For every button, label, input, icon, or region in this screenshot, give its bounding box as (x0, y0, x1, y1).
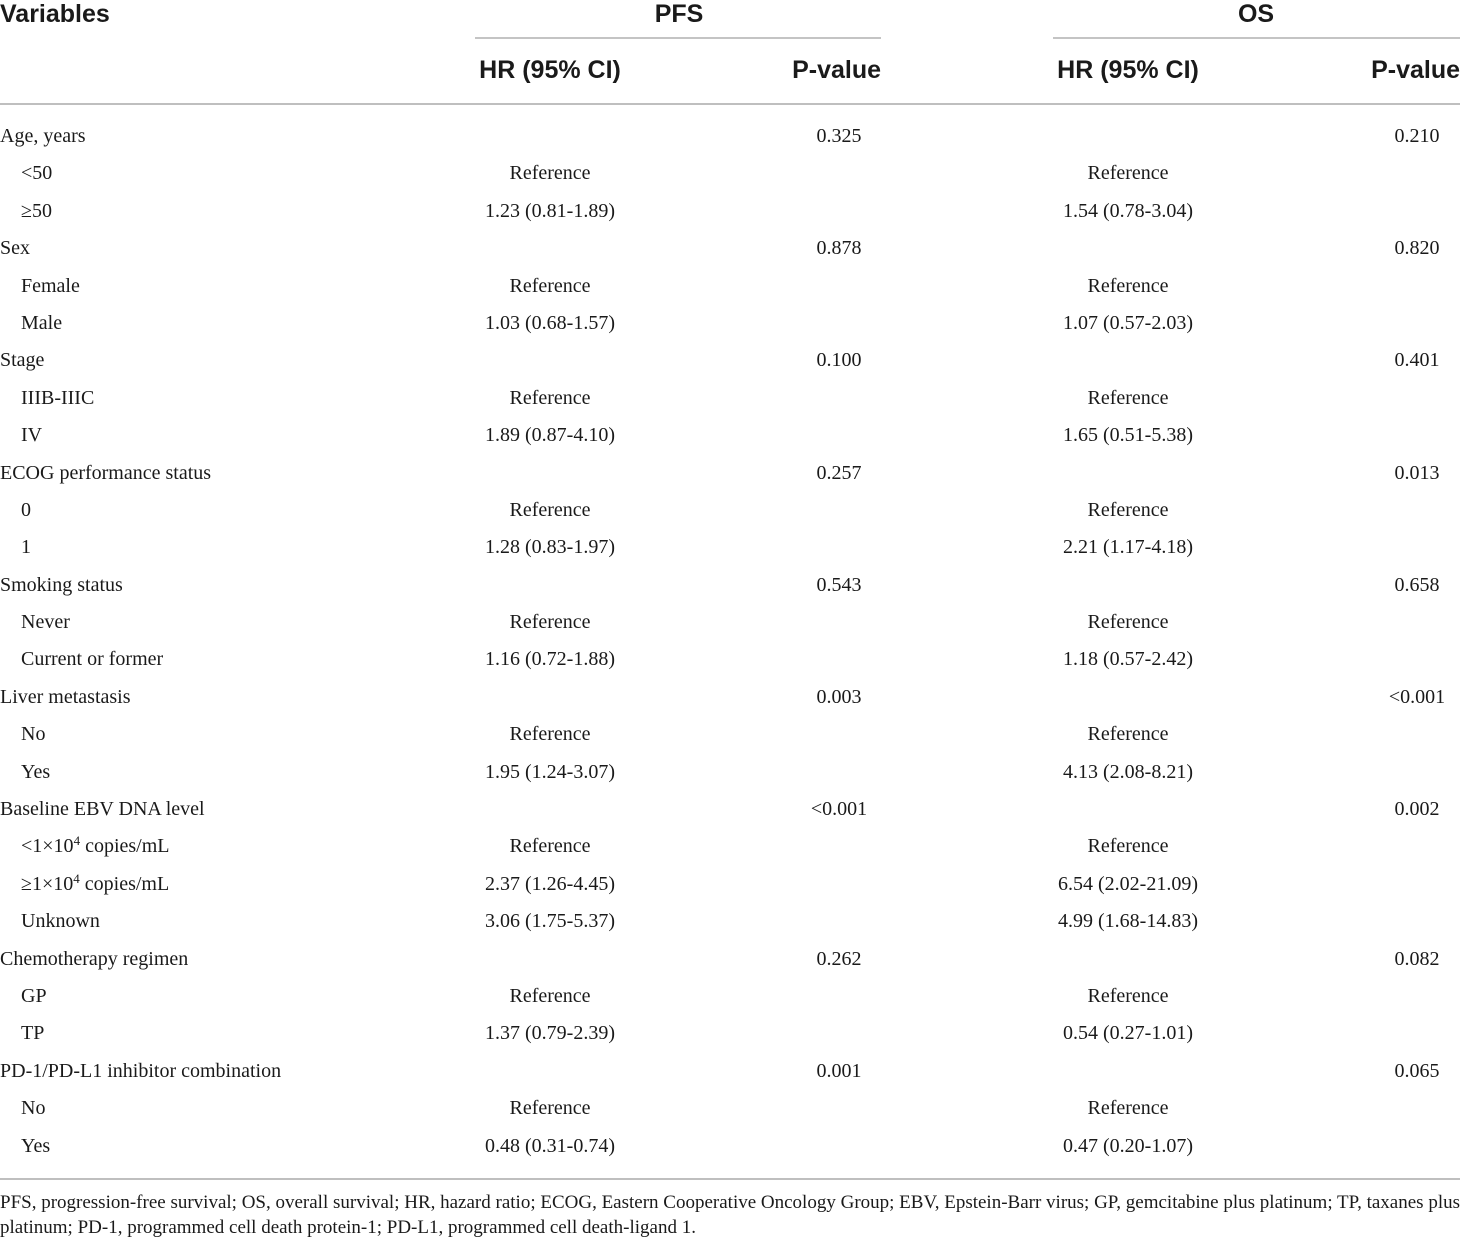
pfs-pvalue-cell: <0.001 (810, 798, 868, 821)
os-pvalue-cell: <0.001 (1388, 685, 1446, 708)
table-row (0, 679, 1460, 716)
table-row (0, 342, 1460, 379)
table-row (0, 903, 1460, 940)
table-row (0, 941, 1460, 978)
table-row (0, 866, 1460, 903)
table-row (0, 492, 1460, 529)
pfs-hr-cell: 3.06 (1.75-5.37) (485, 910, 615, 933)
header-pfs-hr: HR (95% CI) (479, 56, 621, 84)
pfs-hr-cell: Reference (509, 1097, 591, 1120)
table-row (0, 754, 1460, 791)
table-body (0, 118, 1460, 1165)
os-hr-cell: Reference (1087, 835, 1169, 858)
variable-cell: IV (21, 424, 43, 447)
table-row (0, 118, 1460, 155)
variable-cell: PD-1/PD-L1 inhibitor combination (0, 1059, 282, 1082)
os-hr-cell: Reference (1087, 611, 1169, 634)
table-row (0, 305, 1460, 342)
table-row (0, 155, 1460, 192)
os-pvalue-cell: 0.658 (1394, 573, 1440, 596)
os-hr-cell: Reference (1087, 162, 1169, 185)
os-pvalue-cell: 0.065 (1394, 1059, 1440, 1082)
table-row (0, 716, 1460, 753)
variable-cell: TP (21, 1022, 45, 1045)
variable-cell: Yes (21, 1134, 51, 1157)
os-hr-cell: Reference (1087, 498, 1169, 521)
table-row (0, 1128, 1460, 1165)
pfs-hr-cell: Reference (509, 723, 591, 746)
os-hr-cell: Reference (1087, 1097, 1169, 1120)
table-row (0, 230, 1460, 267)
variable-cell: Age, years (0, 125, 86, 147)
table-row (0, 380, 1460, 417)
pfs-pvalue-cell: 0.543 (816, 573, 862, 596)
pfs-hr-cell: Reference (509, 498, 591, 521)
os-pvalue-cell: 0.002 (1394, 798, 1440, 821)
variable-cell: IIIB-IIIC (21, 386, 95, 409)
pfs-hr-cell: 1.95 (1.24-3.07) (485, 760, 615, 783)
table-row (0, 268, 1460, 305)
os-hr-cell: 6.54 (2.02-21.09) (1058, 872, 1198, 895)
pfs-hr-cell: 1.28 (0.83-1.97) (485, 536, 615, 559)
os-pvalue-cell: 0.820 (1394, 237, 1440, 260)
variable-cell: Baseline EBV DNA level (0, 798, 205, 821)
variable-cell: Stage (0, 349, 45, 372)
header-bottom-rule (0, 103, 1460, 105)
os-hr-cell: Reference (1087, 723, 1169, 746)
os-group-rule (1053, 37, 1460, 39)
header-os-hr: HR (95% CI) (1057, 56, 1199, 84)
pfs-hr-cell: 1.23 (0.81-1.89) (485, 199, 615, 222)
pfs-group-rule (475, 37, 881, 39)
pfs-pvalue-cell: 0.325 (816, 125, 862, 147)
table-row (0, 828, 1460, 865)
table-row (0, 529, 1460, 566)
pfs-hr-cell: 1.37 (0.79-2.39) (485, 1022, 615, 1045)
os-hr-cell: 1.54 (0.78-3.04) (1063, 199, 1193, 222)
table-row (0, 193, 1460, 230)
variable-cell: <50 (21, 162, 53, 185)
variable-text: ≥1×10 (21, 872, 74, 895)
variable-unit: copies/mL (79, 872, 170, 895)
pfs-hr-cell: Reference (509, 835, 591, 858)
variable-cell: Male (21, 311, 63, 334)
table-row (0, 1015, 1460, 1052)
os-hr-cell: 0.54 (0.27-1.01) (1063, 1022, 1193, 1045)
header-os: OS (1237, 0, 1275, 28)
variable-cell: Never (21, 611, 70, 634)
pfs-hr-cell: Reference (509, 611, 591, 634)
variable-cell: No (21, 1097, 46, 1120)
variable-cell: Sex (0, 237, 30, 260)
exponent: 4 (73, 833, 81, 849)
os-hr-cell: Reference (1087, 386, 1169, 409)
variable-cell (21, 828, 170, 865)
table-row (0, 791, 1460, 828)
pfs-pvalue-cell: 0.262 (816, 947, 862, 970)
os-hr-cell: 0.47 (0.20-1.07) (1063, 1134, 1193, 1157)
variable-cell: ≥50 (21, 199, 52, 222)
pfs-hr-cell: Reference (509, 386, 591, 409)
pfs-hr-cell: 0.48 (0.31-0.74) (485, 1134, 615, 1157)
header-pfs-pvalue: P-value (792, 56, 881, 84)
os-pvalue-cell: 0.401 (1394, 349, 1440, 372)
pfs-hr-cell: Reference (509, 162, 591, 185)
pfs-hr-cell: 2.37 (1.26-4.45) (485, 872, 615, 895)
variable-cell: ECOG performance status (0, 461, 212, 484)
os-pvalue-cell: 0.013 (1394, 461, 1440, 484)
variable-cell: Yes (21, 760, 51, 783)
variable-cell: GP (21, 984, 47, 1007)
header-pfs: PFS (654, 0, 704, 28)
os-hr-cell: 4.99 (1.68-14.83) (1058, 910, 1198, 933)
variable-cell: Liver metastasis (0, 685, 131, 708)
os-hr-cell: Reference (1087, 274, 1169, 297)
pfs-hr-cell: Reference (509, 274, 591, 297)
variable-cell: No (21, 723, 46, 746)
variable-cell: Smoking status (0, 573, 123, 596)
table-row (0, 641, 1460, 678)
os-hr-cell: 4.13 (2.08-8.21) (1063, 760, 1193, 783)
variable-cell (21, 866, 169, 903)
os-hr-cell: 1.18 (0.57-2.42) (1063, 648, 1193, 671)
table-row (0, 567, 1460, 604)
os-hr-cell: 1.07 (0.57-2.03) (1063, 311, 1193, 334)
os-pvalue-cell: 0.210 (1394, 125, 1440, 147)
table-row (0, 1090, 1460, 1127)
pfs-pvalue-cell: 0.878 (816, 237, 862, 260)
table-row (0, 604, 1460, 641)
pfs-pvalue-cell: 0.257 (816, 461, 862, 484)
variable-cell: Unknown (21, 910, 100, 933)
pfs-hr-cell: 1.03 (0.68-1.57) (485, 311, 615, 334)
table-row (0, 455, 1460, 492)
pfs-hr-cell: 1.89 (0.87-4.10) (485, 424, 615, 447)
variable-cell: Female (21, 274, 80, 297)
pfs-pvalue-cell: 0.003 (816, 685, 862, 708)
header-os-pvalue: P-value (1371, 56, 1460, 84)
os-pvalue-cell: 0.082 (1394, 947, 1440, 970)
table-row (0, 978, 1460, 1015)
table-footnote: PFS, progression-free survival; OS, overall survival; HR, hazard ratio; ECOG, Eastern Cooperative Oncology Group; EBV, Epstein-Barr virus; GP, gemcitabine plus platinum; TP, taxanes plus platinum; PD-1, programmed cell death protein-1; PD-L1, programmed cell death-ligand 1. (0, 1192, 1460, 1238)
variable-text: <1×10 (21, 835, 74, 858)
table-bottom-rule (0, 1178, 1460, 1180)
exponent: 4 (73, 870, 80, 886)
os-hr-cell: Reference (1087, 984, 1169, 1007)
pfs-hr-cell: 1.16 (0.72-1.88) (485, 648, 615, 671)
variable-cell: Current or former (21, 648, 164, 671)
pfs-hr-cell: Reference (509, 984, 591, 1007)
os-hr-cell: 1.65 (0.51-5.38) (1063, 424, 1193, 447)
variable-unit: copies/mL (80, 835, 170, 858)
variable-cell: 1 (21, 536, 31, 559)
variable-cell: Chemotherapy regimen (0, 947, 189, 970)
variable-cell: 0 (21, 498, 31, 521)
os-hr-cell: 2.21 (1.17-4.18) (1063, 536, 1193, 559)
table-row (0, 1053, 1460, 1090)
header-variables: Variables (0, 0, 110, 28)
pfs-pvalue-cell: 0.001 (816, 1059, 862, 1082)
pfs-pvalue-cell: 0.100 (816, 349, 862, 372)
table-row (0, 417, 1460, 454)
